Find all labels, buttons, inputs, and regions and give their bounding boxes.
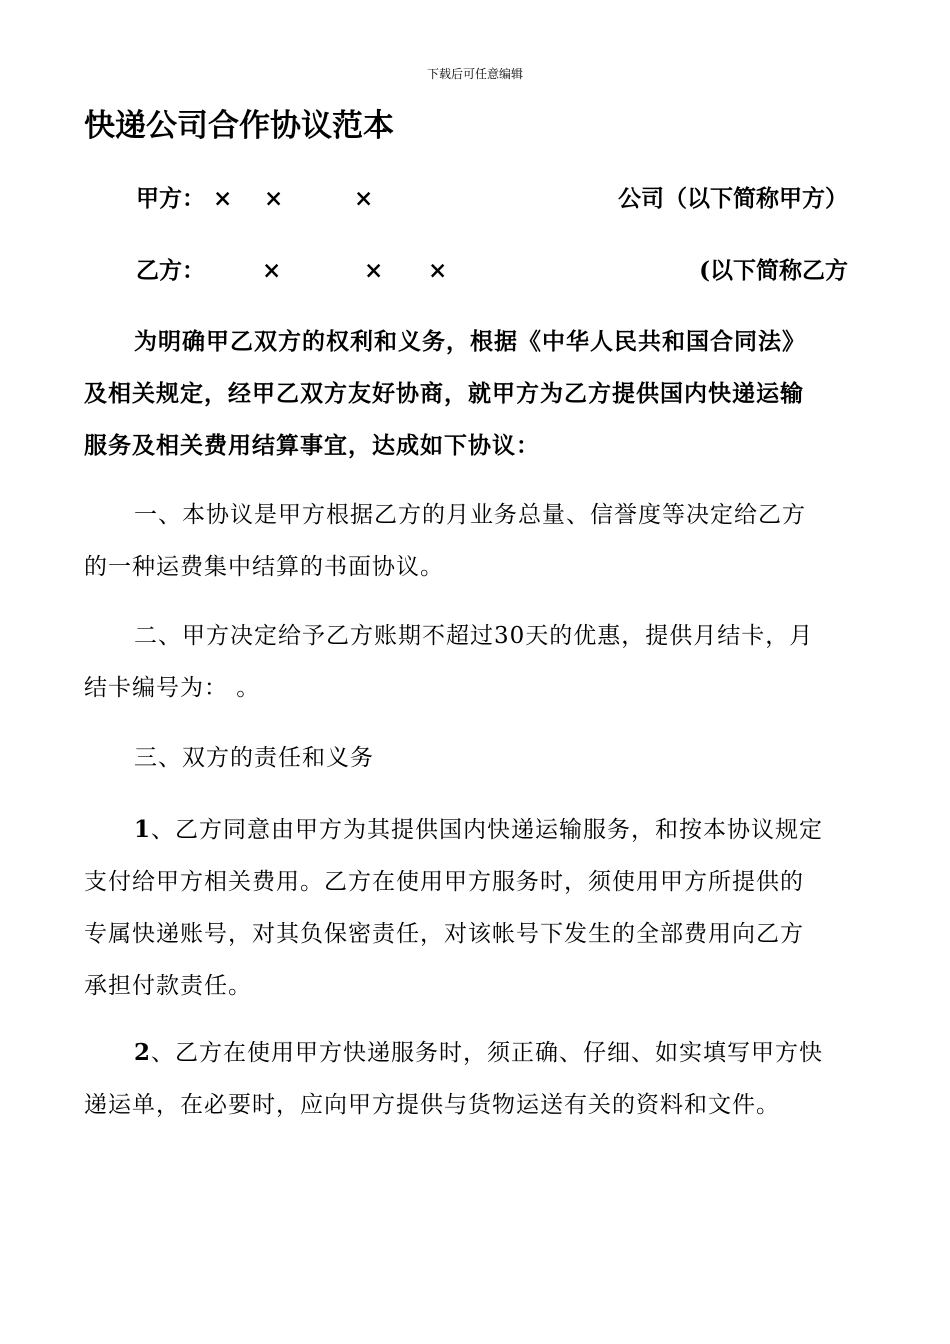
party-b-suffix: (以下简称乙方 [699, 257, 848, 284]
item-1-number: 1 [134, 816, 152, 843]
party-a-label: 甲方： [136, 185, 205, 212]
party-a-placeholder-mark: × [213, 185, 233, 212]
item-1-line: 、乙方同意由甲方为其提供国内快递运输服务，和按本协议规定 [151, 817, 824, 843]
item-2-line: 递运单，在必要时，应向甲方提供与货物运送有关的资料和文件。 [84, 1092, 780, 1118]
item-1-line: 支付给甲方相关费用。乙方在使用甲方服务时，须使用甲方所提供的 [84, 869, 804, 895]
item-1-line: 专属快递账号，对其负保密责任，对该帐号下发生的全部费用向乙方 [84, 921, 804, 947]
preamble-line: 为明确甲乙双方的权利和义务，根据《中华人民共和国合同法》 [134, 328, 806, 355]
party-b-placeholder-mark: × [364, 257, 384, 284]
clause-3-heading [84, 732, 864, 784]
item-2-number: 2 [134, 1039, 152, 1066]
party-a-line [136, 181, 848, 217]
party-a-placeholder-mark: × [354, 185, 374, 212]
party-b-placeholder-mark: × [428, 257, 448, 284]
preamble-line: 服务及相关费用结算事宜，达成如下协议： [84, 432, 540, 459]
header-note: 下载后可任意编辑 [426, 67, 523, 81]
document-title: 快递公司合作协议范本 [84, 108, 394, 144]
clause-2-line: 二、甲方决定给予乙方账期不超过30天的优惠，提供月结卡，月 [134, 623, 814, 649]
clause-1-line: 一、本协议是甲方根据乙方的月业务总量、信誉度等决定给乙方 [134, 502, 806, 528]
party-a-placeholder-mark: × [264, 185, 284, 212]
item-1-first-line [84, 804, 864, 856]
preamble-paragraph [84, 316, 864, 472]
clause-1-line: 的一种运费集中结算的书面协议。 [84, 554, 444, 580]
party-a-suffix: 公司（以下简称甲方） [618, 185, 848, 212]
item-2-paragraph [84, 1027, 864, 1131]
party-b-label: 乙方： [136, 257, 205, 284]
item-2-first-line [84, 1027, 864, 1079]
party-b-line [136, 253, 848, 289]
item-1-line: 承担付款责任。 [84, 973, 252, 999]
clause-2-paragraph [84, 610, 864, 714]
item-2-line: 、乙方在使用甲方快递服务时，须正确、仔细、如实填写甲方快 [151, 1040, 824, 1066]
clause-2-line: 结卡编号为： 。 [84, 675, 261, 701]
party-b-placeholder-mark: × [262, 257, 282, 284]
clause-3-heading-text: 三、双方的责任和义务 [134, 745, 374, 771]
preamble-line: 及相关规定，经甲乙双方友好协商，就甲方为乙方提供国内快递运输 [84, 380, 804, 407]
item-1-paragraph [84, 804, 864, 1012]
clause-1-paragraph [84, 489, 864, 593]
